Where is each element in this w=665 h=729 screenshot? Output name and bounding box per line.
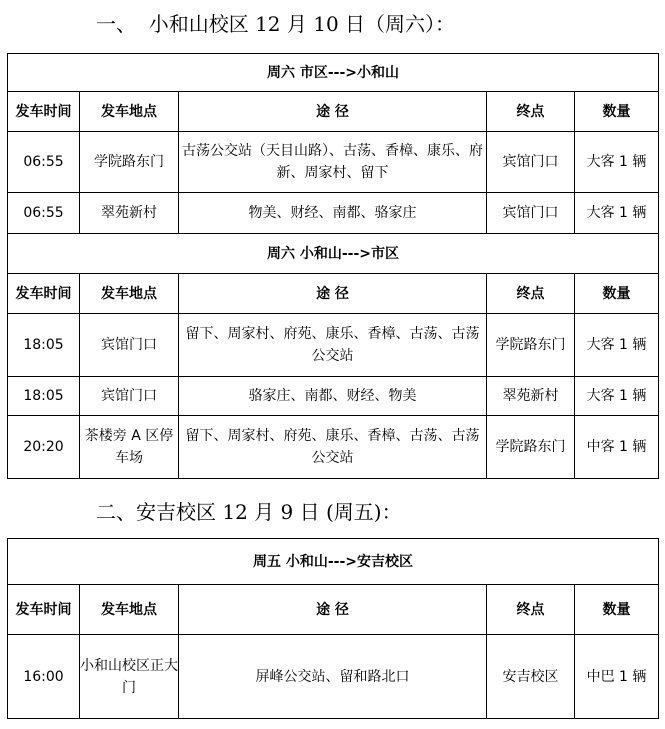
cell-place: 茶楼旁 A 区停车场 [80,416,179,479]
table-header-row [8,274,659,314]
cell-place: 学院路东门 [80,132,179,193]
cell-destination: 宾馆门口 [487,132,575,193]
cell-route: 留下、周家村、府苑、康乐、香樟、古荡、古荡公交站 [179,416,487,479]
cell-quantity: 大客 1 辆 [575,132,659,193]
cell-time: 18:05 [8,377,80,416]
cell-route: 物美、财经、南都、骆家庄 [179,193,487,234]
table-title-row [8,539,659,585]
cell-place: 小和山校区正大门 [80,635,179,719]
table-title: 周六 市区--->小和山 [8,54,659,92]
cell-time: 20:20 [8,416,80,479]
table-row [8,193,659,234]
schedule-table-anji [7,538,659,719]
section-heading-anji: 二、安吉校区 12 月 9 日 (周五)： [96,500,402,524]
cell-place: 宾馆门口 [80,314,179,377]
cell-destination: 学院路东门 [487,314,575,377]
header-departure-time: 发车时间 [8,92,80,132]
cell-quantity: 大客 1 辆 [575,193,659,234]
schedule-table-xiaoheshan [7,53,659,479]
table-header-row [8,585,659,635]
header-departure-place: 发车地点 [80,274,179,314]
cell-destination: 安吉校区 [487,635,575,719]
table-header-row [8,92,659,132]
cell-time: 06:55 [8,193,80,234]
cell-destination: 翠苑新村 [487,377,575,416]
table-row [8,377,659,416]
table-row [8,314,659,377]
cell-destination: 学院路东门 [487,416,575,479]
header-route: 途 径 [179,92,487,132]
cell-time: 18:05 [8,314,80,377]
table-row [8,635,659,719]
cell-time: 06:55 [8,132,80,193]
header-destination: 终点 [487,92,575,132]
cell-time: 16:00 [8,635,80,719]
cell-route: 留下、周家村、府苑、康乐、香樟、古荡、古荡公交站 [179,314,487,377]
header-destination: 终点 [487,274,575,314]
cell-place: 翠苑新村 [80,193,179,234]
cell-route: 骆家庄、南都、财经、物美 [179,377,487,416]
cell-place: 宾馆门口 [80,377,179,416]
cell-quantity: 中客 1 辆 [575,416,659,479]
cell-route: 屏峰公交站、留和路北口 [179,635,487,719]
cell-route: 古荡公交站（天目山路）、古荡、香樟、康乐、府新、周家村、留下 [179,132,487,193]
table-title: 周六 小和山--->市区 [8,234,659,274]
cell-quantity: 中巴 1 辆 [575,635,659,719]
header-departure-place: 发车地点 [80,585,179,635]
header-route: 途 径 [179,274,487,314]
table-title: 周五 小和山--->安吉校区 [8,539,659,585]
table-row [8,132,659,193]
header-quantity: 数量 [575,585,659,635]
cell-destination: 宾馆门口 [487,193,575,234]
header-quantity: 数量 [575,274,659,314]
header-quantity: 数量 [575,92,659,132]
table-title-row [8,234,659,274]
table-title-row [8,54,659,92]
header-departure-place: 发车地点 [80,92,179,132]
section-heading-xiaoheshan: 一、 小和山校区 12 月 10 日（周六）： [96,12,456,36]
table-row [8,416,659,479]
cell-quantity: 大客 1 辆 [575,314,659,377]
cell-quantity: 大客 1 辆 [575,377,659,416]
header-departure-time: 发车时间 [8,585,80,635]
header-departure-time: 发车时间 [8,274,80,314]
header-route: 途 径 [179,585,487,635]
header-destination: 终点 [487,585,575,635]
